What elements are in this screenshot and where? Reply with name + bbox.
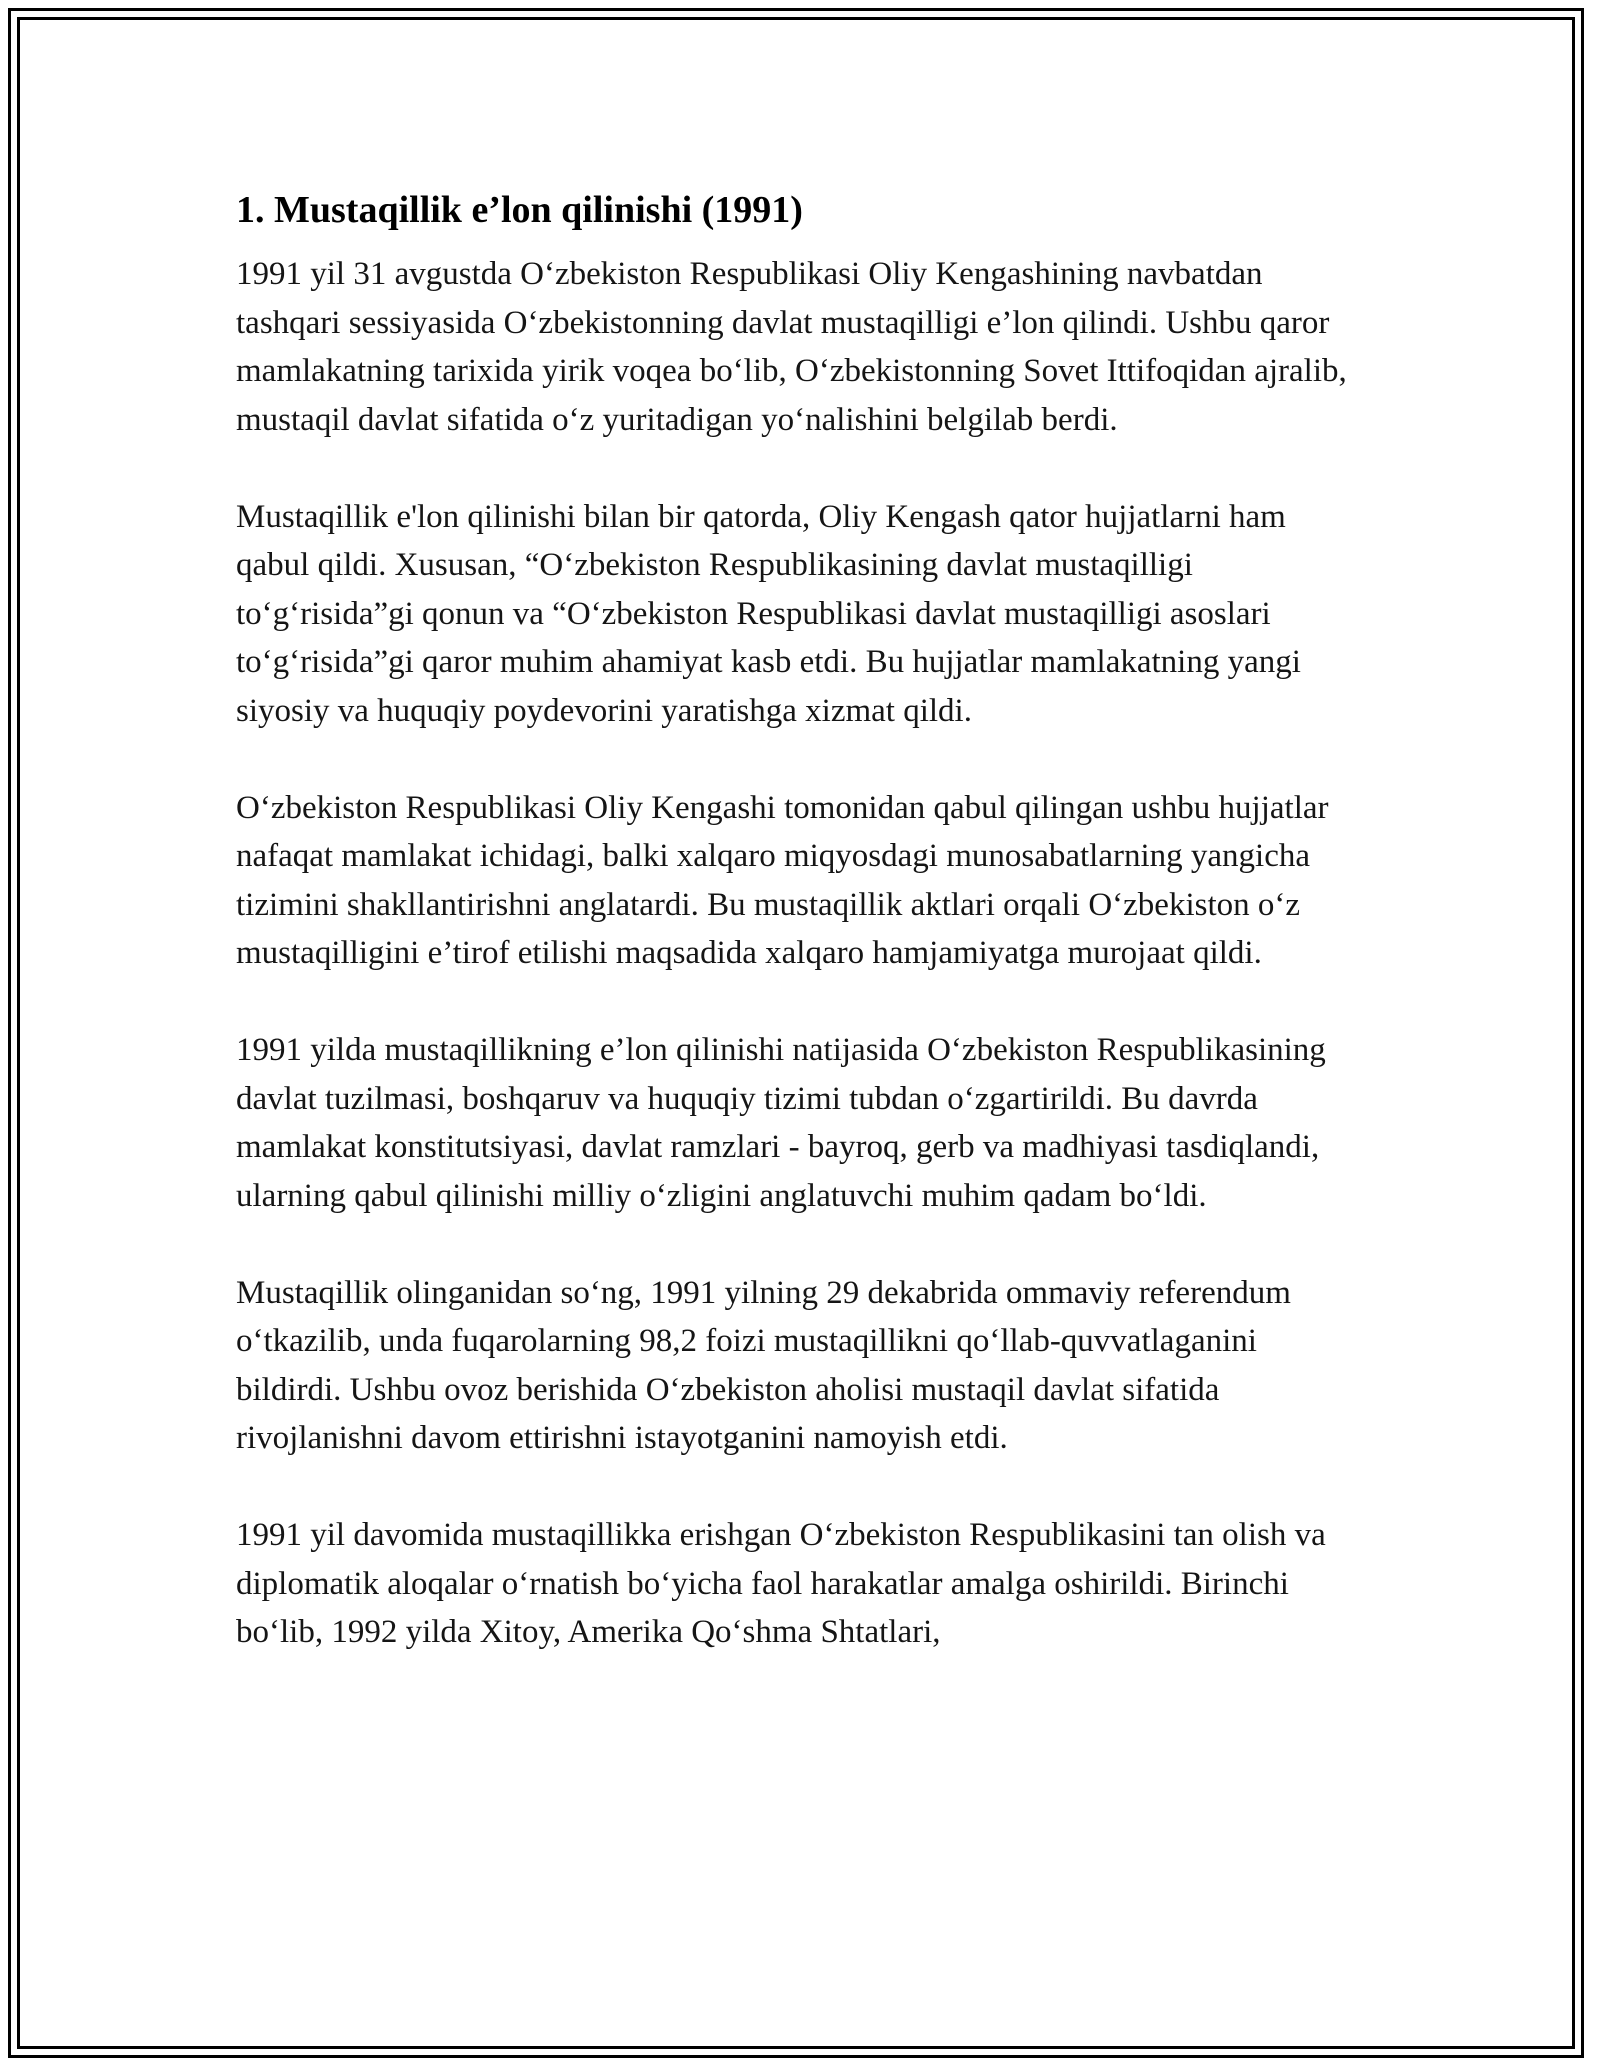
section-heading: 1. Mustaqillik e’lon qilinishi (1991) xyxy=(236,189,803,231)
paragraph-1: 1991 yil 31 avgustda O‘zbekiston Respublikasi Oliy Kengashining navbatdan tashqari sessiyasida O‘zbekistonning davlat mustaqilligi e’lon qilindi. Ushbu qaror mamlakatning tarixida yirik voqea bo‘lib, O‘zbekistonning Sovet Ittifoqidan ajralib, mustaqil davlat sifatida o‘z yuritadigan yo‘nalishini belgilab berdi. xyxy=(236,256,1347,438)
paragraph-3: O‘zbekiston Respublikasi Oliy Kengashi tomonidan qabul qilingan ushbu hujjatlar nafaqat mamlakat ichidagi, balki xalqaro miqyosdagi munosabatlarning yangicha tizimini shakllantirishni anglatardi. Bu mustaqillik aktlari orqali O‘zbekiston o‘z mustaqilligini e’tirof etilishi maqsadida xalqaro hamjamiyatga murojaat qildi. xyxy=(236,789,1329,971)
paragraph-6: 1991 yil davomida mustaqillikka erishgan O‘zbekiston Respublikasini tan olish va diplomatik aloqalar o‘rnatish bo‘yicha faol harakatlar amalga oshirildi. Birinchi bo‘lib, 1992 yilda Xitoy, Amerika Qo‘shma Shtatlari, xyxy=(236,1517,1326,1650)
document-body xyxy=(236,186,1366,1705)
paragraph-5: Mustaqillik olinganidan so‘ng, 1991 yilning 29 dekabrida ommaviy referendum o‘tkazilib, unda fuqarolarning 98,2 foizi mustaqillikni qo‘llab-quvvatlaganini bildirdi. Ushbu ovoz berishida O‘zbekiston aholisi mustaqil davlat sifatida rivojlanishni davom ettirishni istayotganini namoyish etdi. xyxy=(236,1274,1291,1456)
paragraph-4: 1991 yilda mustaqillikning e’lon qilinishi natijasida O‘zbekiston Respublikasining davlat tuzilmasi, boshqaruv va huquqiy tizimi tubdan o‘zgartirildi. Bu davrda mamlakat konstitutsiyasi, davlat ramzlari - bayroq, gerb va madhiyasi tasdiqlandi, ularning qabul qilinishi milliy o‘zligini anglatuvchi muhim qadam bo‘ldi. xyxy=(236,1032,1326,1214)
paragraph-2: Mustaqillik e'lon qilinishi bilan bir qatorda, Oliy Kengash qator hujjatlarni ham qabul qildi. Xususan, “O‘zbekiston Respublikasining davlat mustaqilligi to‘g‘risida”gi qonun va “O‘zbekiston Respublikasi davlat mustaqilligi asoslari to‘g‘risida”gi qaror muhim ahamiyat kasb etdi. Bu hujjatlar mamlakatning yangi siyosiy va huquqiy poydevorini yaratishga xizmat qildi. xyxy=(236,498,1301,729)
